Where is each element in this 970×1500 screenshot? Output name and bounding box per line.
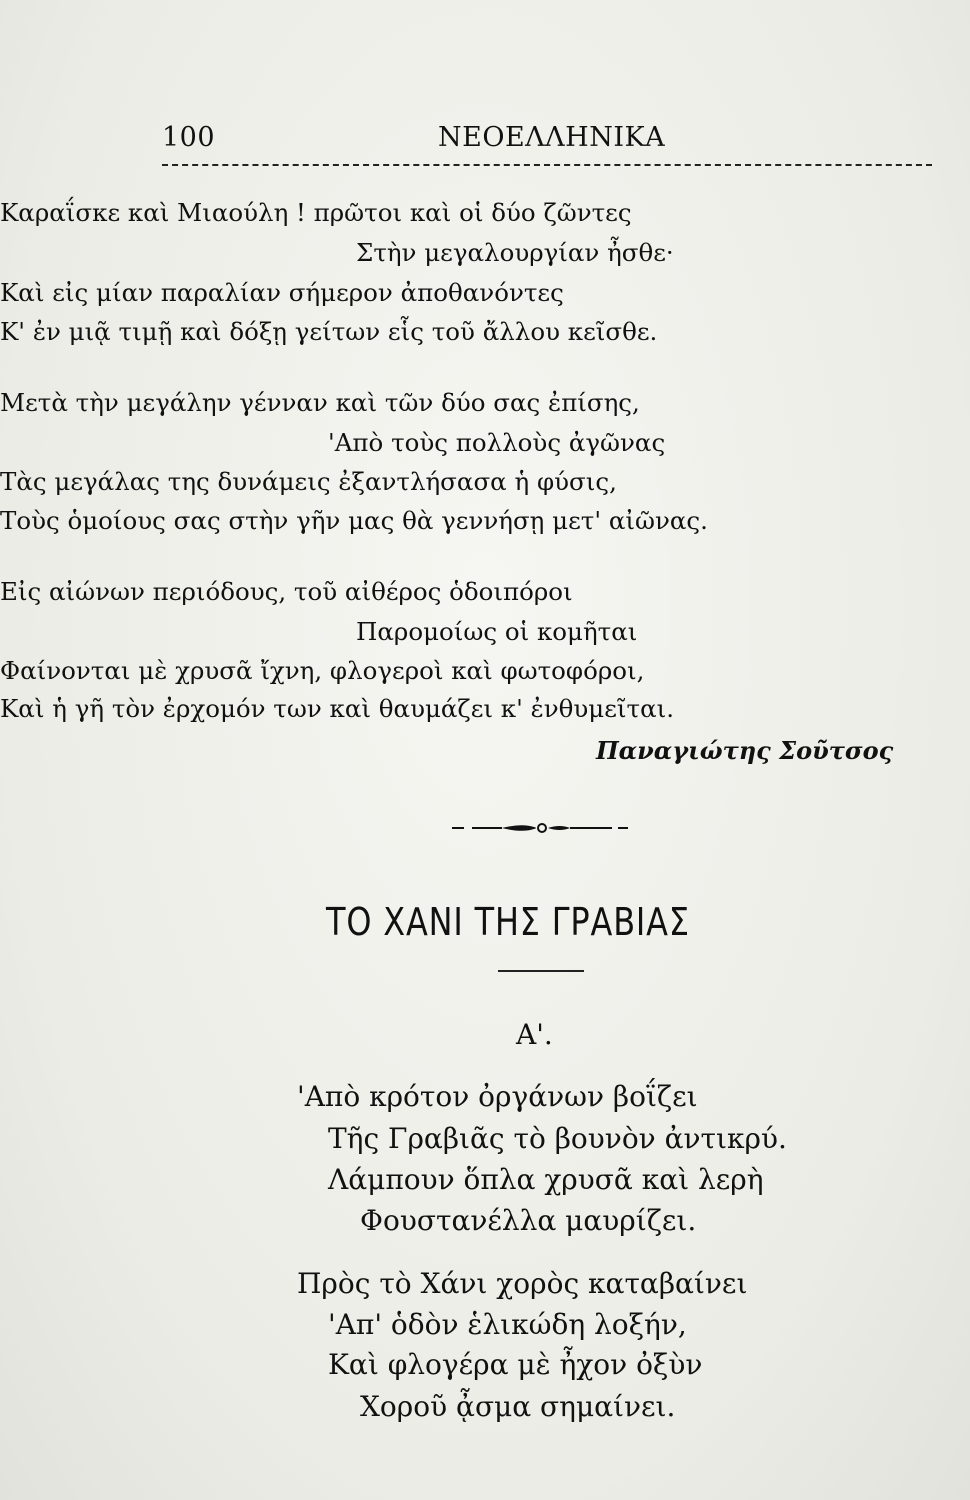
verse-line: 'Απ' ὁδὸν ἑλικώδη λοξήν, (328, 1308, 687, 1341)
header-rule (162, 164, 932, 166)
verse-line: Καὶ εἰς μίαν παραλίαν σήμερον ἀποθανόντες (0, 278, 564, 307)
page-header (162, 118, 930, 168)
section-ornament (452, 818, 628, 838)
part-label: Α'. (516, 1018, 553, 1051)
verse-line: Παρομοίως οἱ κομῆται (356, 617, 638, 646)
verse-line: Εἰς αἰώνων περιόδους, τοῦ αἰθέρος ὁδοιπόροι (0, 577, 573, 606)
verse-line: Τῆς Γραβιᾶς τὸ βουνὸν ἀντικρύ. (328, 1122, 787, 1155)
verse-line: Τὰς μεγάλας της δυνάμεις ἐξαντλήσασα ἡ φύσις, (0, 467, 617, 496)
verse-line: Καὶ φλογέρα μὲ ἦχον ὀξὺν (328, 1348, 703, 1381)
verse-line: Φουστανέλλα μαυρίζει. (360, 1204, 697, 1237)
running-title: ΝΕΟΕΛΛΗΝΙΚΑ (438, 122, 666, 153)
verse-line: Καραΐσκε καὶ Μιαούλη ! πρῶτοι καὶ οἱ δύο ζῶντες (0, 198, 632, 227)
verse-line: Στὴν μεγαλουργίαν ἦσθε· (356, 238, 674, 267)
verse-line: Λάμπουν ὅπλα χρυσᾶ καὶ λερὴ (328, 1163, 764, 1196)
verse-line: Τοὺς ὁμοίους σας στὴν γῆν μας θὰ γεννήσῃ μετ' αἰῶνας. (0, 506, 708, 535)
verse-line: Φαίνονται μὲ χρυσᾶ ἴχνη, φλογεροὶ καὶ φωτοφόροι, (0, 656, 645, 685)
verse-line: Μετὰ τὴν μεγάλην γένναν καὶ τῶν δύο σας ἐπίσης, (0, 388, 640, 417)
verse-line: Καὶ ἡ γῆ τὸν ἐρχομόν των καὶ θαυμάζει κ' ἐνθυμεῖται. (0, 694, 675, 723)
verse-line: Πρὸς τὸ Χάνι χορὸς καταβαίνει (297, 1267, 748, 1300)
title-rule (498, 970, 584, 972)
section-title: ΤΟ ΧΑΝΙ ΤΗΣ ΓΡΑΒΙΑΣ (326, 900, 690, 944)
page-number: 100 (162, 122, 216, 153)
verse-line: 'Απὸ τοὺς πολλοὺς ἀγῶνας (328, 428, 666, 457)
verse-line: 'Απὸ κρότον ὀργάνων βοΐζει (297, 1080, 698, 1113)
verse-line: Κ' ἐν μιᾷ τιμῇ καὶ δόξῃ γείτων εἷς τοῦ ἄλλου κεῖσθε. (0, 317, 658, 346)
author-signature: Παναγιώτης Σοῦτσος (596, 736, 894, 765)
verse-line: Χοροῦ ᾆσμα σημαίνει. (360, 1390, 676, 1423)
